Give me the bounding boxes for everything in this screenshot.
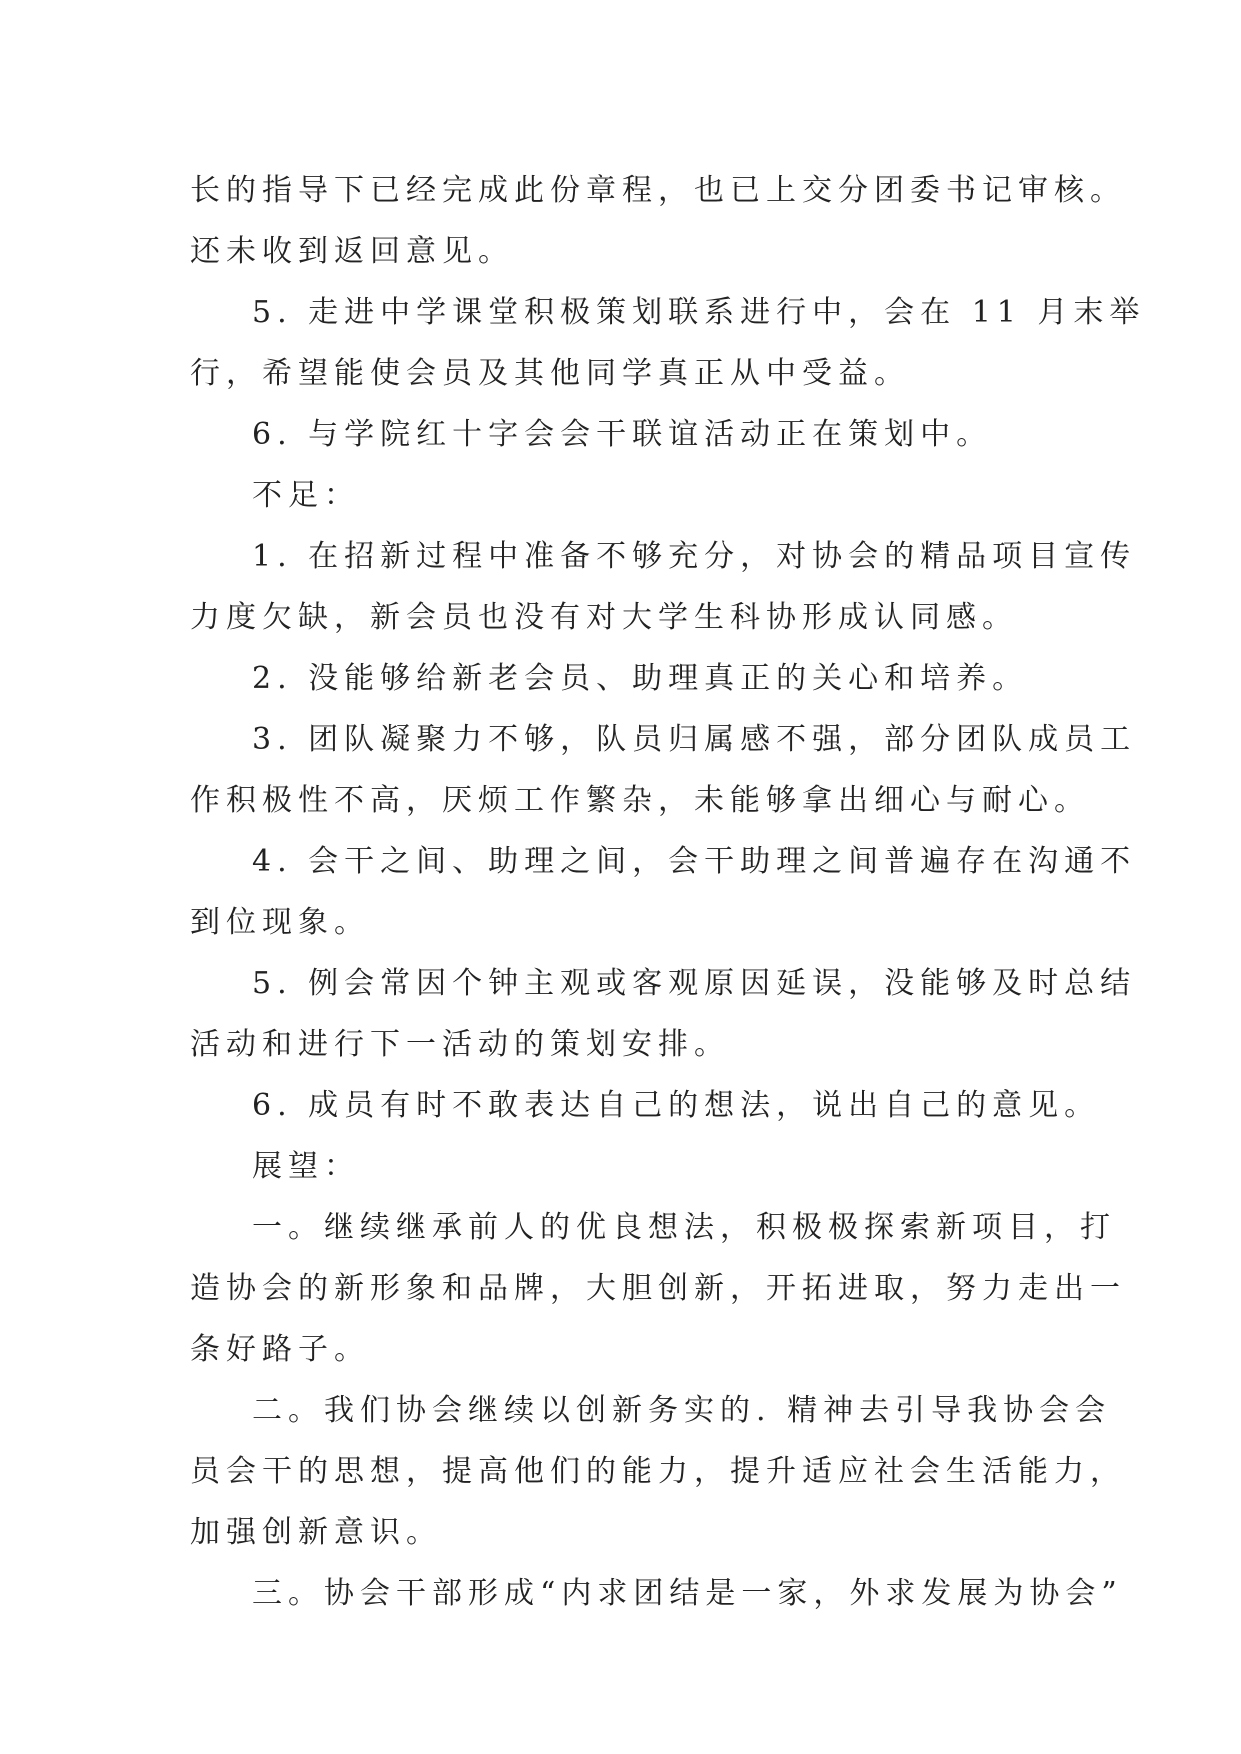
- text-line-12: 4. 会干之间、助理之间，会干助理之间普遍存在沟通不: [252, 844, 1137, 879]
- text-line-4: 行，希望能使会员及其他同学真正从中受益。: [190, 356, 910, 391]
- section-heading-shortcomings: 不足：: [252, 478, 360, 513]
- text-line-14: 5. 例会常因个钟主观或客观原因延误，没能够及时总结: [252, 966, 1137, 1001]
- text-line-15: 活动和进行下一活动的策划安排。: [190, 1027, 730, 1062]
- text-line-21: 二。我们协会继续以创新务实的. 精神去引导我协会会: [252, 1393, 1112, 1428]
- text-line-23: 加强创新意识。: [190, 1515, 442, 1550]
- text-line-2: 还未收到返回意见。: [190, 234, 514, 269]
- text-line-22: 员会干的思想，提高他们的能力，提升适应社会生活能力，: [190, 1454, 1126, 1489]
- text-line-3: 5. 走进中学课堂积极策划联系进行中，会在 11 月末举: [252, 295, 1146, 330]
- text-line-13: 到位现象。: [190, 905, 370, 940]
- text-line-10: 3. 团队凝聚力不够，队员归属感不强，部分团队成员工: [252, 722, 1137, 757]
- text-line-20: 条好路子。: [190, 1332, 370, 1367]
- text-line-16: 6. 成员有时不敢表达自己的想法，说出自己的意见。: [252, 1088, 1101, 1123]
- text-line-18: 一。继续继承前人的优良想法，积极极探索新项目，打: [252, 1210, 1116, 1245]
- text-line-19: 造协会的新形象和品牌，大胆创新，开拓进取，努力走出一: [190, 1271, 1126, 1306]
- text-line-5: 6. 与学院红十字会会干联谊活动正在策划中。: [252, 417, 993, 452]
- section-heading-outlook: 展望：: [252, 1149, 360, 1184]
- text-line-8: 力度欠缺，新会员也没有对大学生科协形成认同感。: [190, 600, 1018, 635]
- text-line-1: 长的指导下已经完成此份章程，也已上交分团委书记审核。: [190, 173, 1126, 208]
- document-body: [190, 160, 1146, 1624]
- text-line-11: 作积极性不高，厌烦工作繁杂，未能够拿出细心与耐心。: [190, 783, 1090, 818]
- text-line-24: 三。协会干部形成“内求团结是一家，外求发展为协会”: [252, 1576, 1123, 1611]
- text-line-7: 1. 在招新过程中准备不够充分，对协会的精品项目宣传: [252, 539, 1137, 574]
- text-line-9: 2. 没能够给新老会员、助理真正的关心和培养。: [252, 661, 1029, 696]
